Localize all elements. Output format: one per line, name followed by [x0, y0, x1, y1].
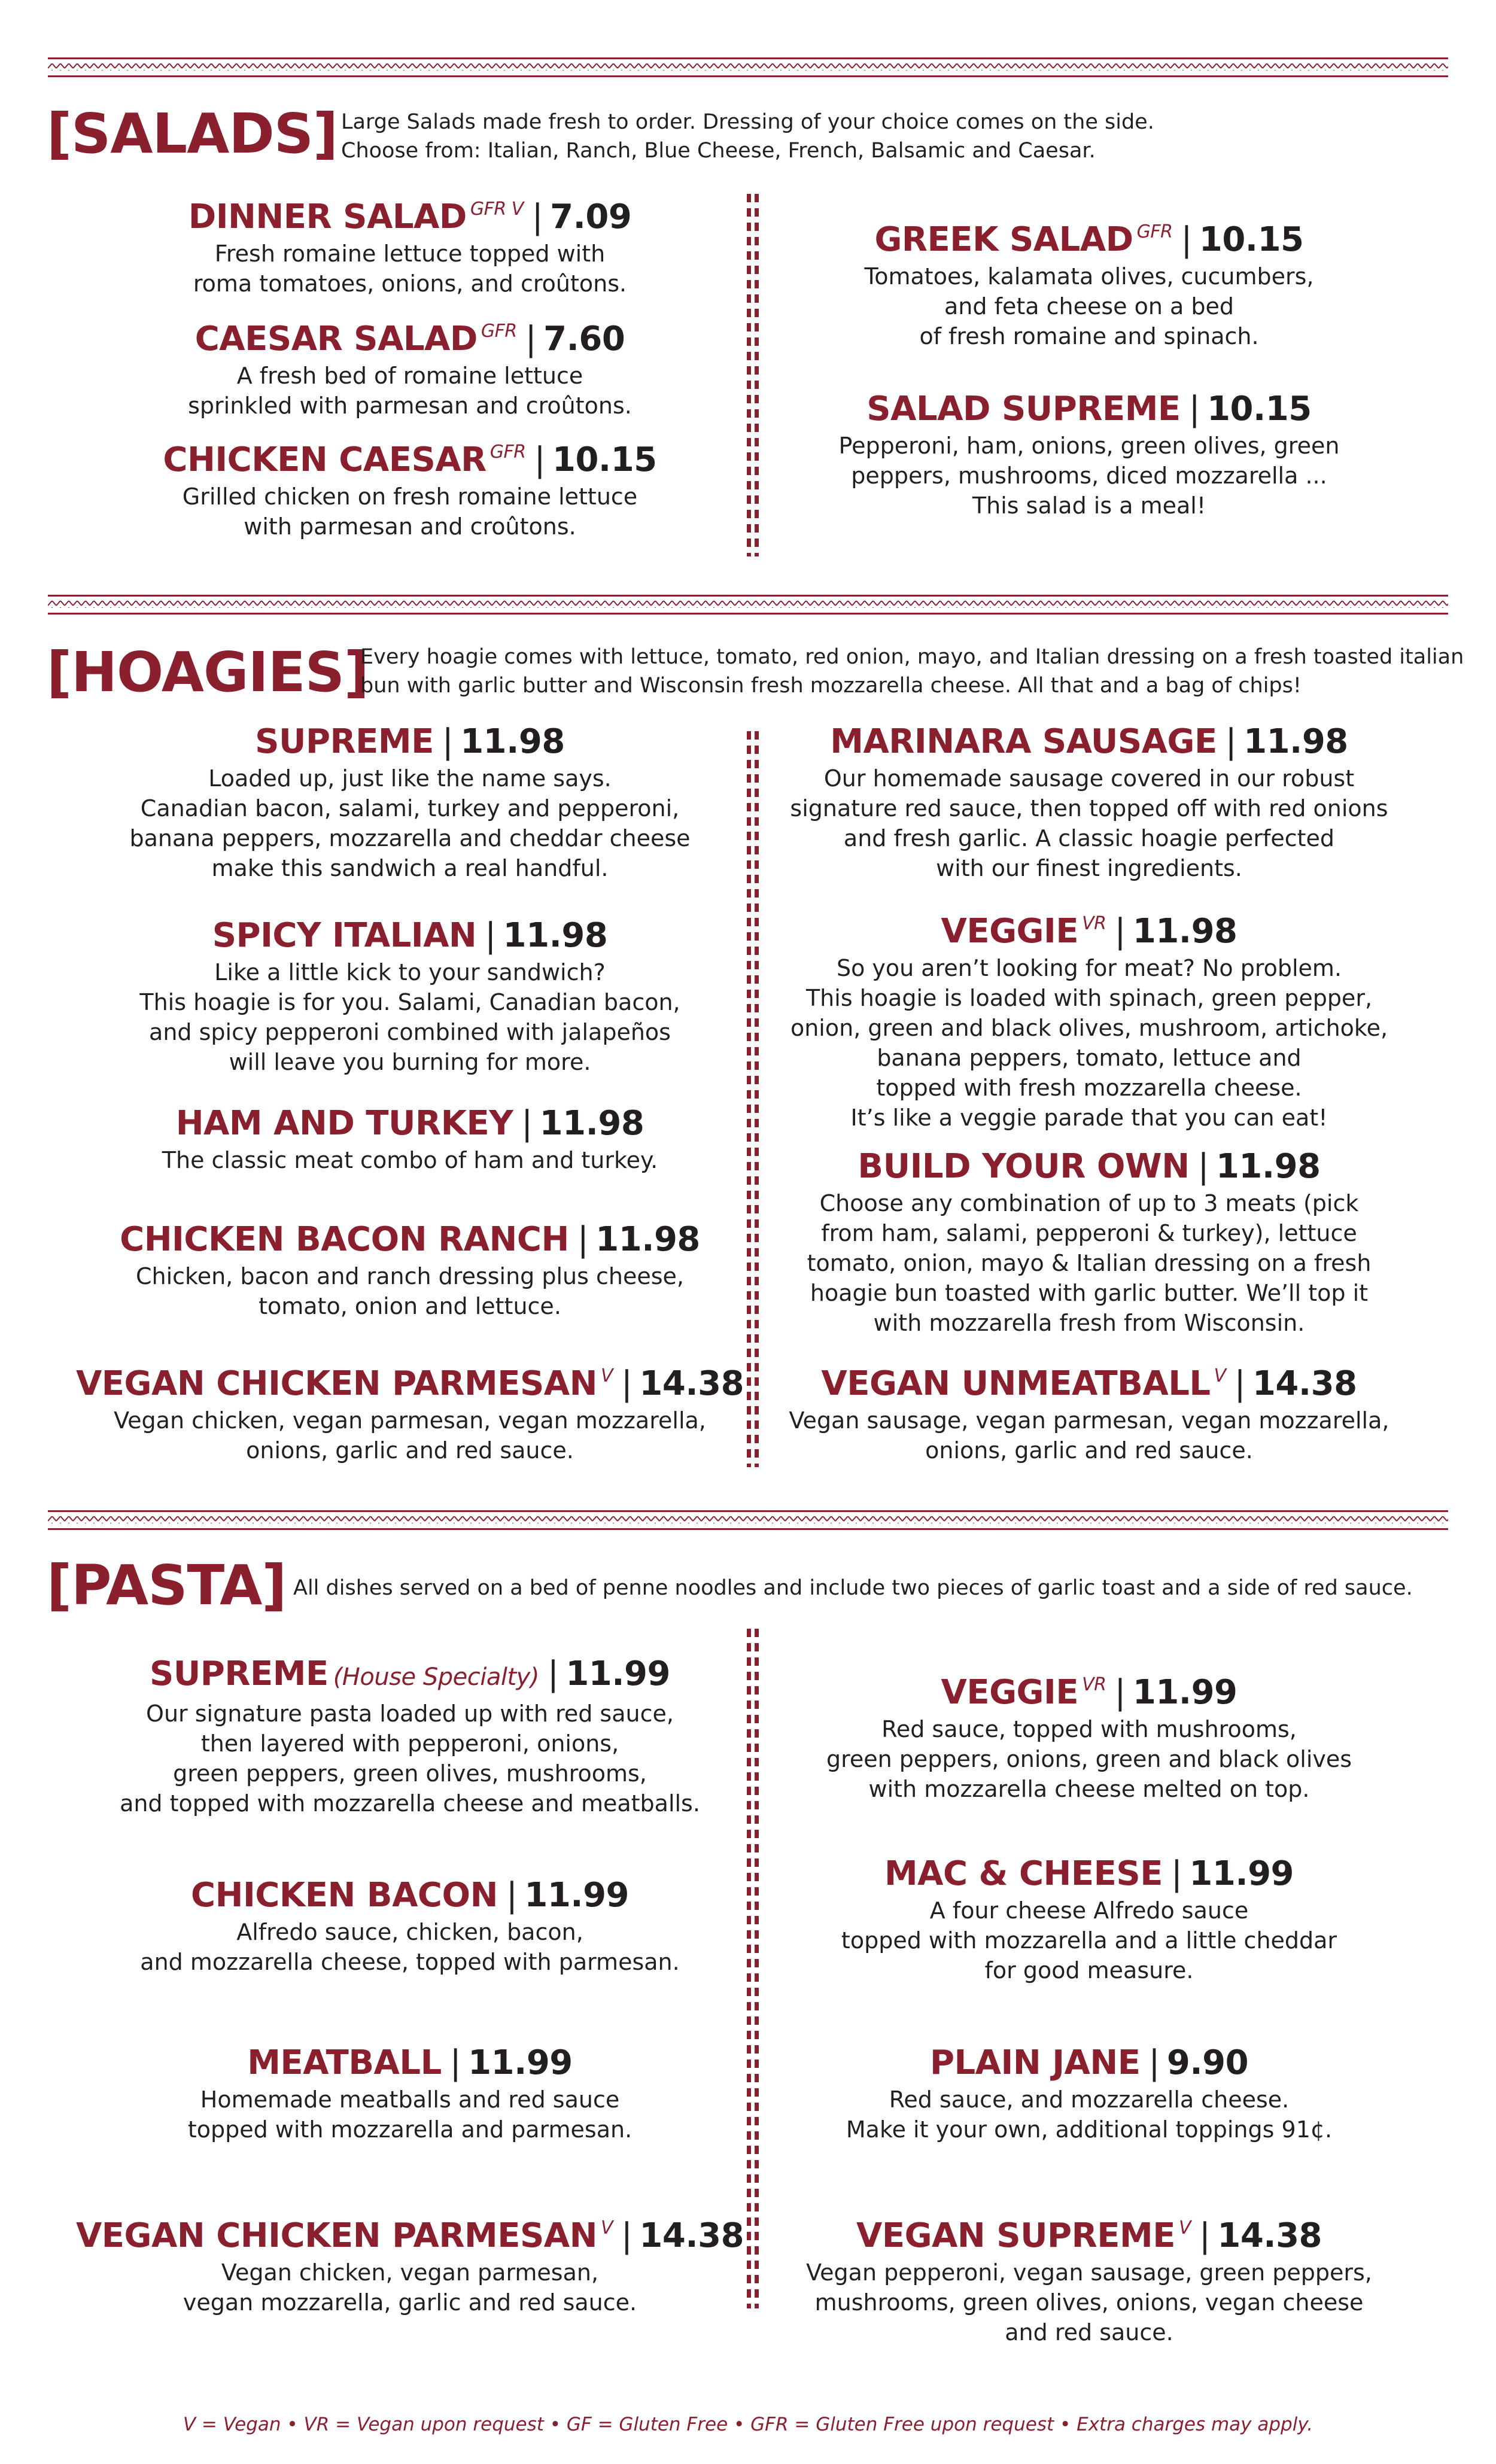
section-divider [48, 1508, 1448, 1533]
item-name: CHICKEN BACON RANCH [120, 1220, 569, 1259]
item-name: VEGAN CHICKEN PARMESAN [75, 2216, 597, 2255]
item-description: A four cheese Alfredo sauce topped with mozzarella and a little cheddar for good measure. [841, 1897, 1337, 1984]
salads-title: [SALADS] [47, 102, 338, 166]
item-name: SUPREME [150, 1654, 329, 1693]
item-price: 11.98 [595, 1220, 700, 1259]
item-description: Choose any combination of up to 3 meats (pick from ham, salami, pepperoni & turkey), lettuce tomato, onion, mayo & Italian dressing on a fresh hoagie bun toasted with garlic butter. We’ll top it with mozzarella fresh from Wisconsin. [807, 1190, 1372, 1336]
item-price: 11.98 [460, 722, 565, 761]
item-description: Loaded up, just like the name says. Canadian bacon, salami, turkey and pepperoni, banana peppers, mozzarella and cheddar cheese make this sandwich a real handful. [129, 765, 691, 881]
salads-description-line: Choose from: Italian, Ranch, Blue Cheese, French, Balsamic and Caesar. [341, 139, 1096, 163]
menu-item: GREEK SALAD $^{GFR}$ | 10.15 Tomatoes, kalamata olives, cucumbers, and feta cheese on a bed of fresh romaine and spinach. [745, 211, 1433, 351]
item-name: VEGAN UNMEATBALL [821, 1364, 1211, 1403]
item-name: VEGAN CHICKEN PARMESAN [75, 1364, 597, 1403]
section-divider [48, 592, 1448, 617]
item-name: SALAD SUPREME [866, 390, 1181, 428]
item-tag: VR [1082, 1674, 1106, 1695]
item-name: PLAIN JANE [929, 2043, 1141, 2082]
pasta-description-line: All dishes served on a bed of penne noodles and include two pieces of garlic toast and a side of red sauce. [293, 1576, 1413, 1600]
item-description: Alfredo sauce, chicken, bacon, and mozzarella cheese, topped with parmesan. [140, 1919, 680, 1975]
item-tag: V [601, 2217, 613, 2238]
menu-item: BUILD YOUR OWN | 11.98 Choose any combination of up to 3 meats (pick from ham, salami, pepperoni & turkey), lettuce tomato, onion, mayo & Italian dressing on a fresh hoagie bun toasted with garlic butter. We’ll top it with mozzarella fresh from Wisconsin. [745, 1145, 1433, 1338]
item-price: 11.99 [1189, 1854, 1294, 1893]
item-description: Red sauce, topped with mushrooms, green peppers, onions, green and black olives with mozzarella cheese melted on top. [826, 1716, 1352, 1802]
item-name: SUPREME [255, 722, 434, 761]
menu-item: VEGAN SUPREME $^V$ | 14.38 Vegan pepperoni, vegan sausage, green peppers, mushrooms, green olives, onions, vegan cheese and red sauce. [745, 2207, 1433, 2347]
item-name: DINNER SALAD [188, 197, 467, 236]
item-price: 11.98 [1132, 912, 1237, 951]
item-tag: V [1214, 1365, 1226, 1386]
item-description: Pepperoni, ham, onions, green olives, green peppers, mushrooms, diced mozzarella ... This salad is a meal! [838, 433, 1340, 519]
item-price: 14.38 [1217, 2216, 1322, 2255]
item-description: Vegan pepperoni, vegan sausage, green peppers, mushrooms, green olives, onions, vegan cheese and red sauce. [806, 2259, 1372, 2346]
item-price: 9.90 [1166, 2043, 1249, 2082]
menu-item: CHICKEN BACON | 11.99 Alfredo sauce, chicken, bacon, and mozzarella cheese, topped with parmesan. [66, 1874, 754, 1977]
item-price: 14.38 [639, 2216, 744, 2255]
hoagies-description [360, 643, 1464, 700]
item-price: 11.99 [1132, 1673, 1237, 1712]
menu-item: SUPREME | 11.98 Loaded up, just like the name says. Canadian bacon, salami, turkey and pepperoni, banana peppers, mozzarella and cheddar cheese make this sandwich a real handful. [66, 720, 754, 883]
menu-item: SPICY ITALIAN | 11.98 Like a little kick to your sandwich? This hoagie is for you. Salami, Canadian bacon, and spicy pepperoni combined with jalapeños will leave you burning for more. [66, 914, 754, 1077]
item-tag: GFR [1136, 221, 1173, 242]
item-description: Chicken, bacon and ranch dressing plus cheese, tomato, onion and lettuce. [135, 1263, 685, 1319]
item-price: 11.98 [1243, 722, 1348, 761]
item-tag: GFR [481, 321, 517, 342]
item-name: BUILD YOUR OWN [858, 1147, 1190, 1186]
item-name: CAESAR SALAD [194, 320, 478, 358]
item-name: CHICKEN CAESAR [163, 440, 486, 479]
menu-item: VEGGIE $^{VR}$ | 11.99 Red sauce, topped with mushrooms, green peppers, onions, green and black olives with mozzarella cheese melted on top. [745, 1663, 1433, 1804]
item-name: VEGGIE [941, 1673, 1079, 1712]
item-description: Our signature pasta loaded up with red sauce, then layered with pepperoni, onions, green peppers, green olives, mushrooms, and topped with mozzarella cheese and meatballs. [120, 1701, 700, 1817]
section-divider [48, 55, 1448, 80]
menu-item: MAC & CHEESE | 11.99 A four cheese Alfredo sauce topped with mozzarella and a little cheddar for good measure. [745, 1852, 1433, 1985]
item-name: GREEK SALAD [874, 220, 1133, 259]
menu-item: DINNER SALAD $^{GFR V}$ | 7.09 Fresh romaine lettuce topped with roma tomatoes, onions, and croûtons. [66, 188, 754, 299]
salads-description [341, 108, 1154, 165]
item-price: 7.60 [543, 320, 625, 358]
menu-item: SALAD SUPREME | 10.15 Pepperoni, ham, onions, green olives, green peppers, mushrooms, diced mozzarella ... This salad is a meal! [745, 388, 1433, 521]
item-description: Homemade meatballs and red sauce topped with mozzarella and parmesan. [187, 2086, 633, 2143]
hoagies-description-line: Every hoagie comes with lettuce, tomato, red onion, mayo, and Italian dressing on a fresh toasted italian [360, 645, 1464, 669]
menu-item: MARINARA SAUSAGE | 11.98 Our homemade sausage covered in our robust signature red sauce, then topped off with red onions and fresh garlic. A classic hoagie perfected with our finest ingredients. [745, 720, 1433, 883]
menu-item: VEGAN CHICKEN PARMESAN $^V$ | 14.38 Vegan chicken, vegan parmesan, vegan mozzarella, onions, garlic and red sauce. [66, 1355, 754, 1465]
item-description: Our homemade sausage covered in our robust signature red sauce, then topped off with red onions and fresh garlic. A classic hoagie perfected with our finest ingredients. [790, 765, 1388, 881]
pasta-description [293, 1574, 1413, 1602]
item-name: SPICY ITALIAN [212, 916, 477, 955]
item-name: VEGAN SUPREME [856, 2216, 1175, 2255]
item-description: Vegan chicken, vegan parmesan, vegan mozzarella, onions, garlic and red sauce. [114, 1407, 706, 1464]
pasta-title: [PASTA] [47, 1553, 287, 1617]
menu-item: CHICKEN BACON RANCH | 11.98 Chicken, bacon and ranch dressing plus cheese, tomato, onion and lettuce. [66, 1218, 754, 1321]
item-tag: GFR V [470, 199, 524, 220]
item-description: So you aren’t looking for meat? No problem. This hoagie is loaded with spinach, green pepper, onion, green and black olives, mushroom, artichoke, banana peppers, tomato, lettuce and topped with fresh mozzarella cheese. It’s like a veggie parade that you can eat! [790, 955, 1388, 1131]
menu-item: PLAIN JANE | 9.90 Red sauce, and mozzarella cheese. Make it your own, additional toppings 91¢. [745, 2042, 1433, 2144]
item-name: CHICKEN BACON [190, 1876, 498, 1915]
item-subtitle: (House Specialty) [333, 1663, 539, 1691]
salads-description-line: Large Salads made fresh to order. Dressing of your choice comes on the side. [341, 110, 1154, 134]
hoagies-description-line: bun with garlic butter and Wisconsin fresh mozzarella cheese. All that and a bag of chips! [360, 674, 1302, 698]
item-price: 11.98 [503, 916, 608, 955]
item-name: VEGGIE [941, 912, 1079, 951]
item-price: 7.09 [550, 197, 632, 236]
item-price: 11.98 [539, 1104, 644, 1143]
item-price: 14.38 [1252, 1364, 1357, 1403]
item-description: Fresh romaine lettuce topped with roma tomatoes, onions, and croûtons. [193, 241, 627, 297]
item-description: Vegan chicken, vegan parmesan, vegan mozzarella, garlic and red sauce. [183, 2259, 637, 2316]
item-price: 11.98 [1215, 1147, 1321, 1186]
item-tag: VR [1082, 913, 1106, 934]
item-price: 11.99 [524, 1876, 630, 1915]
menu-item: VEGGIE $^{VR}$ | 11.98 So you aren’t looking for meat? No problem. This hoagie is loaded with spinach, green pepper, onion, green and black olives, mushroom, artichoke, banana peppers, tomato, lettuce and topped with fresh mozzarella cheese. It’s like a veggie parade that you can eat! [745, 902, 1433, 1133]
item-tag: V [601, 1365, 613, 1386]
item-name: HAM AND TURKEY [175, 1104, 513, 1143]
item-name: MEATBALL [247, 2043, 442, 2082]
item-name: MARINARA SAUSAGE [830, 722, 1217, 761]
menu-item: VEGAN CHICKEN PARMESAN $^V$ | 14.38 Vegan chicken, vegan parmesan, vegan mozzarella, garlic and red sauce. [66, 2207, 754, 2317]
item-price: 11.99 [565, 1654, 670, 1693]
menu-item: VEGAN UNMEATBALL $^V$ | 14.38 Vegan sausage, vegan parmesan, vegan mozzarella, onions, garlic and red sauce. [745, 1355, 1433, 1465]
item-tag: GFR [489, 442, 526, 463]
item-description: Tomatoes, kalamata olives, cucumbers, and feta cheese on a bed of fresh romaine and spinach. [864, 263, 1314, 349]
item-price: 14.38 [639, 1364, 744, 1403]
hoagies-title: [HOAGIES] [47, 640, 369, 704]
item-tag: V [1178, 2217, 1191, 2238]
item-price: 10.15 [1207, 390, 1312, 428]
item-description: A fresh bed of romaine lettuce sprinkled with parmesan and croûtons. [188, 363, 632, 419]
item-price: 10.15 [1199, 220, 1304, 259]
menu-item: CHICKEN CAESAR $^{GFR}$ | 10.15 Grilled chicken on fresh romaine lettuce with parmesan and croûtons. [66, 431, 754, 542]
item-description: The classic meat combo of ham and turkey. [162, 1147, 658, 1173]
item-description: Vegan sausage, vegan parmesan, vegan mozzarella, onions, garlic and red sauce. [789, 1407, 1389, 1464]
item-description: Like a little kick to your sandwich? This hoagie is for you. Salami, Canadian bacon, and spicy pepperoni combined with jalapeños will leave you burning for more. [139, 959, 680, 1075]
item-description: Grilled chicken on fresh romaine lettuce with parmesan and croûtons. [182, 483, 638, 540]
item-name: MAC & CHEESE [884, 1854, 1163, 1893]
item-description: Red sauce, and mozzarella cheese. Make it your own, additional toppings 91¢. [846, 2086, 1333, 2143]
menu-item: HAM AND TURKEY | 11.98 The classic meat combo of ham and turkey. [66, 1102, 754, 1175]
legend-footer: V = Vegan • VR = Vegan upon request • GF = Gluten Free • GFR = Gluten Free upon request • Extra charges may apply. [183, 2414, 1313, 2435]
menu-item: CAESAR SALAD $^{GFR}$ | 7.60 A fresh bed of romaine lettuce sprinkled with parmesan and croûtons. [66, 310, 754, 421]
menu-item: MEATBALL | 11.99 Homemade meatballs and red sauce topped with mozzarella and parmesan. [66, 2042, 754, 2144]
item-price: 10.15 [552, 440, 657, 479]
item-price: 11.99 [468, 2043, 573, 2082]
menu-item: SUPREME (House Specialty) | 11.99 Our signature pasta loaded up with red sauce, then layered with pepperoni, onions, green peppers, green olives, mushrooms, and topped with mozzarella cheese and meatballs. [66, 1653, 754, 1818]
